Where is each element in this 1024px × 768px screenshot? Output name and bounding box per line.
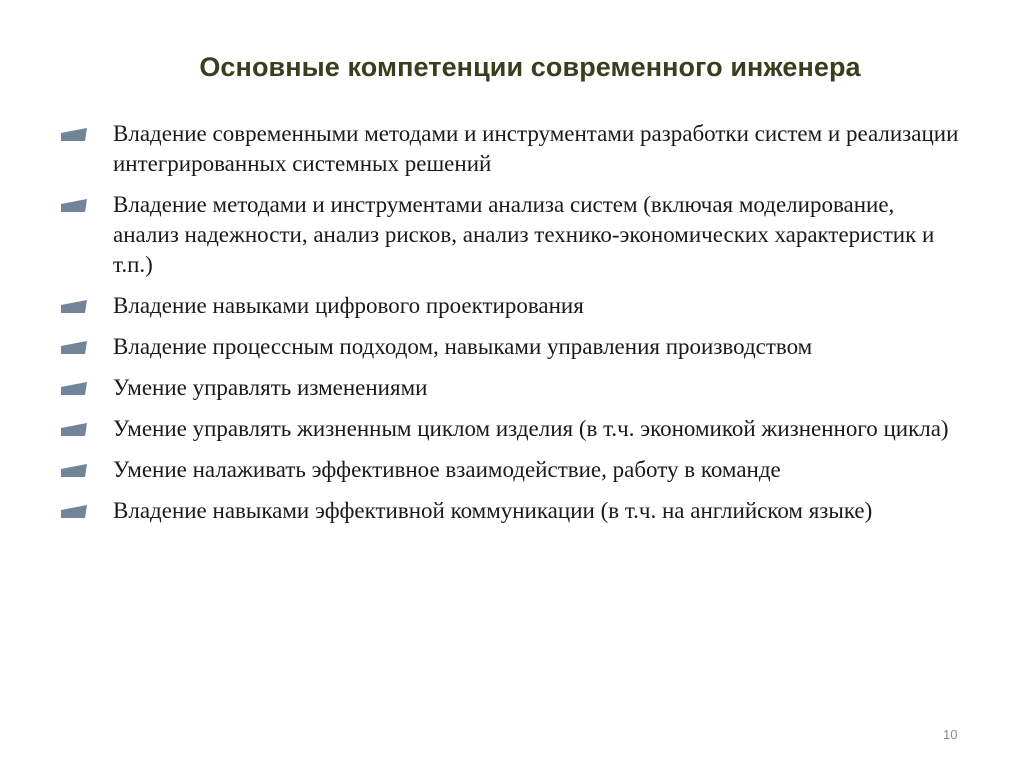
list-item <box>0 373 963 403</box>
bullet-icon <box>61 423 87 436</box>
list-item-text: Владение современными методами и инструментами разработки систем и реализации интегрированных системных решений <box>113 121 959 176</box>
slide-title: Основные компетенции современного инженера <box>199 52 861 82</box>
list-item-text: Владение процессным подходом, навыками управления производством <box>113 334 813 359</box>
bullet-icon <box>61 128 87 141</box>
list-item-text: Умение налаживать эффективное взаимодействие, работу в команде <box>113 457 781 482</box>
bullet-icon <box>61 199 87 212</box>
list-item <box>0 414 963 444</box>
list-item <box>0 190 963 280</box>
bullet-icon <box>61 464 87 477</box>
competency-list <box>0 119 1024 537</box>
list-item <box>0 455 963 485</box>
list-item-text: Умение управлять изменениями <box>113 375 428 400</box>
bullet-icon <box>61 382 87 395</box>
bullet-icon <box>61 341 87 354</box>
list-item <box>0 496 963 526</box>
list-item <box>0 291 963 321</box>
list-item-text: Владение навыками цифрового проектирования <box>113 293 584 318</box>
list-item-text: Владение навыками эффективной коммуникации (в т.ч. на английском языке) <box>113 498 873 523</box>
list-item <box>0 332 963 362</box>
list-item-text: Владение методами и инструментами анализа систем (включая моделирование, анализ надежности, анализ рисков, анализ технико-экономических характеристик и т.п.) <box>113 192 935 277</box>
bullet-icon <box>61 505 87 518</box>
page-number: 10 <box>943 727 958 742</box>
list-item <box>0 119 963 179</box>
bullet-icon <box>61 300 87 313</box>
list-item-text: Умение управлять жизненным циклом изделия (в т.ч. экономикой жизненного цикла) <box>113 416 949 441</box>
